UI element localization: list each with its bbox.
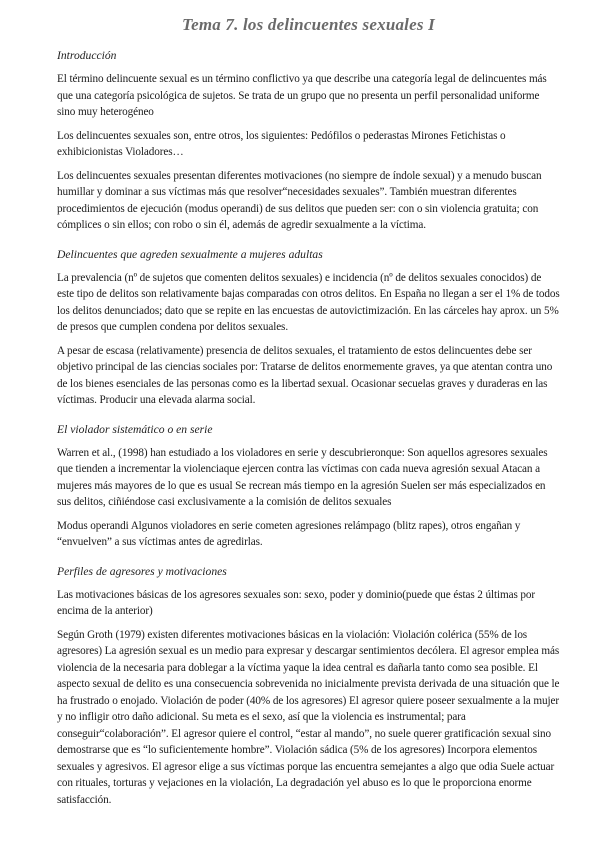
section-perfiles-agresores [57, 564, 560, 809]
section-violador-sistematico [57, 422, 560, 551]
section-delincuentes-mujeres-adultas [57, 247, 560, 409]
section-heading: El violador sistemático o en serie [57, 422, 213, 436]
paragraph: Warren et al., (1998) han estudiado a los violadores en serie y descubrieronque: Son aquellos agresores sexuales que tienden a incrementar la violenciaque ejercen contra las víctimas con cada nueva agresión sexual Atacan a mujeres más mayores de lo que es usual Se recrean más tiempo en la agresión Suelen ser más especializados en sus delitos, ciñiéndose casi exclusivamente a la comisión de delitos sexuales [57, 446, 548, 508]
paragraph: Los delincuentes sexuales presentan diferentes motivaciones (no siempre de índole sexual) y a menudo buscan humillar y dominar a sus víctimas más que resolver“necesidades sexuales”. También muestran diferentes procedimientos de ejecución (modus operandi) de sus delitos que pueden ser: con o sin violencia gratuita; con cómplices o sin ellos; con robo o sin él, además de agredir sexualmente a la víctima. [57, 169, 542, 231]
section-heading: Introducción [57, 49, 117, 62]
paragraph: A pesar de escasa (relativamente) presencia de delitos sexuales, el tratamiento de estos delincuentes debe ser objetivo principal de las ciencias sociales por: Tratarse de delitos enormemente graves, ya que atentan contra uno de los bienes esenciales de las personas como es la libertad sexual. Ocasionar secuelas graves y duraderas en las víctimas. Producir una elevada alarma social. [57, 344, 553, 406]
paragraph: Las motivaciones básicas de los agresores sexuales son: sexo, poder y dominio(puede que éstas 2 últimas por encima de la anterior) [57, 588, 536, 617]
paragraph: La prevalencia (nº de sujetos que comenten delitos sexuales) e incidencia (nº de delitos sexuales conocidos) de este tipo de delitos son relativamente bajas comparadas con otros delitos. En España no llegan a ser el 1% de todos los delitos denunciados; dato que se repite en las encuestas de autovictimización. En las cárceles hay aprox. un 5% de presos que cumplen condena por delitos sexuales. [57, 271, 560, 333]
paragraph: Modus operandi Algunos violadores en serie cometen agresiones relámpago (blitz rapes), otros engañan y “envuelven” a sus víctimas antes de agredirlas. [57, 519, 521, 548]
section-heading: Delincuentes que agreden sexualmente a mujeres adultas [57, 247, 323, 261]
section-introduccion [57, 48, 560, 234]
paragraph: El término delincuente sexual es un término conflictivo ya que describe una categoría legal de delincuentes más que una categoría psicológica de sujetos. Se trata de un grupo que no presenta un perfil personalidad uniforme sino muy heterogéneo [57, 73, 547, 118]
document-title: Tema 7. los delincuentes sexuales I [182, 15, 435, 34]
paragraph: Según Groth (1979) existen diferentes motivaciones básicas en la violación: Violación colérica (55% de los agresores) La agresión sexual es un medio para expresar y descargar sentimientos decólera. El agresor emplea más violencia de la necesaria para doblegar a la víctima yaque la idea central es dañarla tanto como sea posible. El aspecto sexual de delito es una consecuencia sobrevenida no inicialmente prevista derivada de una situación que le ha frustrado o enojado. Violación de poder (40% de los agresores) El agresor quiere poseer sexualmente a la mujer y no infligir otro daño adicional. Su meta es el sexo, así que la violencia es instrumental; para conseguir“colaboración”. El agresor quiere el control, “estar al mando”, no suele querer gratificación sexual sino demostrarse que es “lo suficientemente hombre”. Violación sádica (5% de los agresores) Incorpora elementos sexuales y agresivos. El agresor elige a sus víctimas porque las encuentra semejantes a algo que odia Suele actuar con rituales, torturas y vejaciones en la violación, La degradación yel abuso es lo que le proporciona enorme satisfacción. [57, 628, 560, 806]
paragraph: Los delincuentes sexuales son, entre otros, los siguientes: Pedófilos o pederastas Mirones Fetichistas o exhibicionistas Violadores… [57, 129, 506, 158]
section-heading: Perfiles de agresores y motivaciones [57, 564, 227, 578]
